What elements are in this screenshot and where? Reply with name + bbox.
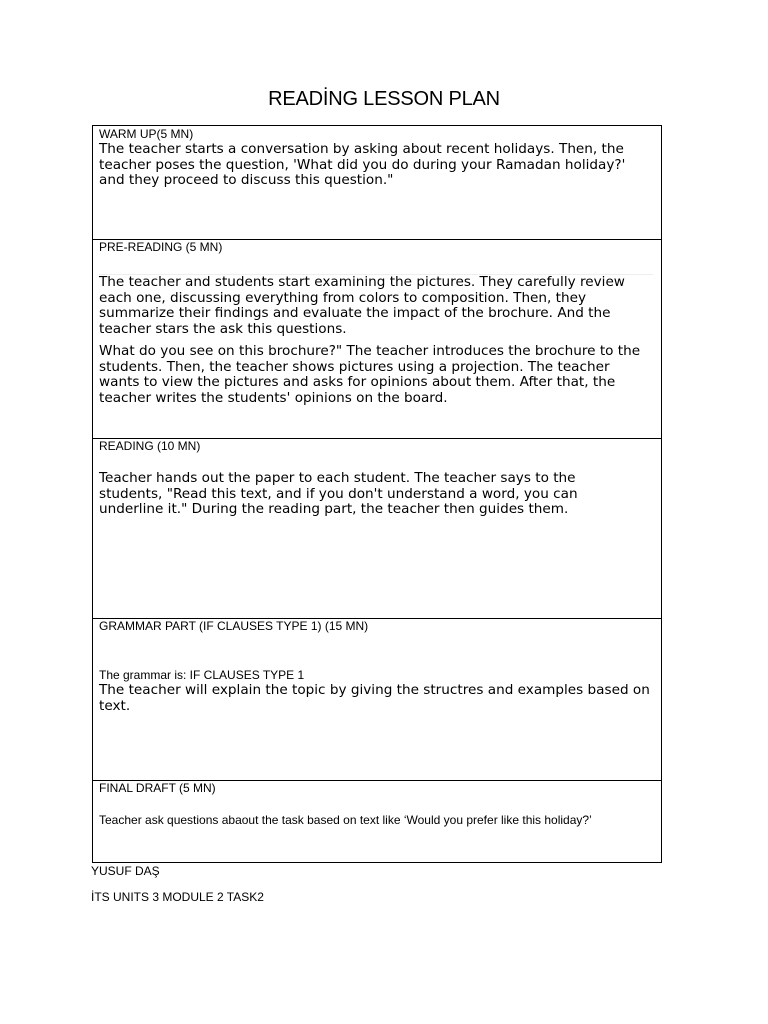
section-reading — [93, 438, 661, 619]
section-text: Teacher hands out the paper to each student. The teacher says to the students, "Read this text, and if you don't understand a word, you can underline it." During the reading part, the teacher then guides them. — [99, 470, 578, 518]
author-name: YUSUF DAŞ — [91, 864, 160, 878]
grammar-topic-line: The grammar is: IF CLAUSES TYPE 1 — [99, 668, 305, 682]
lesson-plan-table — [92, 125, 662, 863]
section-text: Teacher ask questions abaout the task based on text like ‘Would you prefer like this holiday?’ — [99, 813, 592, 827]
section-heading: FINAL DRAFT (5 MN) — [99, 781, 216, 795]
section-grammar — [93, 618, 661, 781]
section-heading: READING (10 MN) — [99, 439, 201, 453]
section-heading: PRE-READING (5 MN) — [99, 240, 223, 254]
section-final-draft — [93, 780, 661, 864]
course-code: İTS UNITS 3 MODULE 2 TASK2 — [91, 890, 264, 904]
section-warm-up — [93, 126, 661, 240]
section-text: The teacher will explain the topic by giving the structres and examples based on text. — [99, 682, 650, 714]
page-title: READİNG LESSON PLAN — [268, 88, 500, 110]
section-text: The teacher starts a conversation by asking about recent holidays. Then, the teacher poses the question, 'What did you do during your Ramadan holiday?' and they proceed to discuss this question." — [99, 141, 626, 189]
section-pre-reading — [93, 239, 661, 439]
section-heading: GRAMMAR PART (IF CLAUSES TYPE 1) (15 MN) — [99, 619, 369, 633]
section-heading: WARM UP(5 MN) — [99, 127, 194, 141]
section-text-secondary: What do you see on this brochure?" The teacher introduces the brochure to the students. Then, the teacher shows pictures using a projection. The teacher wants to view the pictures and asks for opinions about them. After that, the teacher writes the students' opinions on the board. — [99, 343, 641, 406]
section-text: The teacher and students start examining the pictures. They carefully review each one, discussing everything from colors to composition. Then, they summarize their findings and evaluate the impact of the brochure. And the teacher stars the ask this questions. — [99, 274, 653, 337]
